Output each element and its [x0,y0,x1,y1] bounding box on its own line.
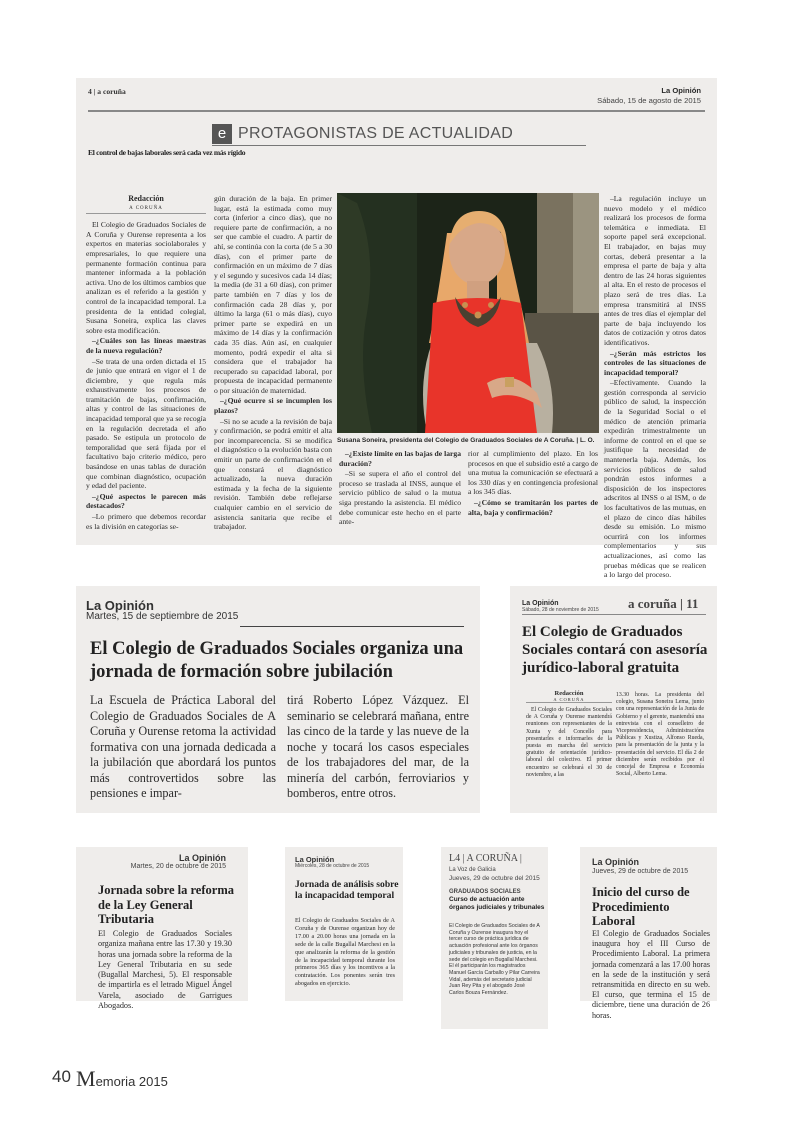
newspaper-brand: La Opinión [522,600,559,607]
article-column-2: tirá Roberto López Vázquez. El seminario se celebrará mañana, entre las cinco de la tarde y las nueve de la noche y tocará los casos especiales de los trabajadores del mar, de la minería del carbón, ferroviarios y bomberos, entre otros. [287,693,469,800]
byline: Redacción [128,194,164,203]
article-body: El Colegio de Graduados Sociales de A Coruña y de Ourense organizan hoy de 17.00 a 20.00 horas una jornada en la sede de la calle Bugallal Marchesi en la que analizarán la reforma de la gestión de la incapacidad temporal durante los primeros 365 días y los incentivos a la contratación. Los ponentes serán tres abogados en ejercicio. [295,917,395,988]
paragraph: gún duración de la baja. En primer lugar, está la estimada como muy corta (inferior a cinco días), que no requiere parte de confirmación, a no ser que cambie el cuadro. A partir de ahí, se continúa con la corta (de 5 a 30 días), con el primer parte de confirmación en un máximo de 7 días y el segundo y sucesivos cada 14 días; la media (de 31 a 60 días), con primer parte también en 7 días y los de confirmación cada 28 días y, por último la larga (61 o más días), cuyo primer parte se expedirá en un máximo de 14 días y la confirmación cada 35 días. Aún así, en cualquier momento, podrá expedir el alta si considera que el trabajador ha recuperado su capacidad laboral, por propuesta de incapacidad permanente o por situación de maternidad. [214,194,332,395]
paragraph: rior al cumplimiento del plazo. En los procesos en que el subsidio esté a cargo de una mutua la comunicación se efectuará a los 330 días y en contingencia profesional a los 345 días. [468,449,598,497]
article-column-3 [339,449,461,528]
publication-date: Jueves, 29 de octubre de 2015 [592,868,689,875]
headline: Jornada sobre la reforma de la Ley General Tributaria [98,883,234,926]
article-body: El Colegio de Graduados Sociales de A Coruña y Ourense inaugura hoy el tercer curso de práctica jurídica de actuación profesional ante los órganos judiciales y tribunales de justicia, en la sede del colegio en Bugallal Marchesi. El él participarán los magistrados Manuel García Carballo y Pilar Carreira Vidal, además del secretario judicial Juan Rey Pita y el abogado José Carlos Bouza Fernández. [449,923,540,997]
newspaper-brand: La Voz de Galicia [449,867,496,873]
paragraph: –Se trata de una orden dictada el 15 de junio que entrará en vigor el 1 de diciembre, y que regula más exhaustivamente los procesos de tramitación de bajas, confirmación, altas y control de las situaciones de incapacidad temporal que ya se recogía en la regulación decretada el año pasado. Se estipula un protocolo de temporalidad que será fijada por el facultativo bajo criterio médico, pero basándose en unas tablas de duración que combinan diagnóstico, ocupación y edad del paciente. [86,356,206,491]
kicker-rule [212,145,586,146]
question: –¿Existe límite en las bajas de larga duración? [339,449,461,468]
newspaper-brand: La Opinión [295,855,335,864]
article-column-2: 13.30 horas. La presidenta del colegio, Susana Soneira Lema, junto con una representación de la Junta de Gobierno y el gerente, mantendrá una entrevista con el conselleiro de Vicepresidencia, Administracións Públicas y Xustiza, Alfonso Rueda, para la presentación de la junta y la presentación del servicio. El día 2 de diciembre serán recibidos por el concejal de Empresa e Economía Social, Alberto Lema. [616,692,704,778]
article-column-5 [604,194,706,581]
paragraph: –Si no se acude a la revisión de baja y confirmación, se podrá emitir el alta por incomparecencia. Si se modifica el diagnóstico o la evolución basta con emitir un parte de confirmación en el que constará el diagnóstico actualizado, la nueva duración estimada y la fecha de la siguiente revisión. También debe reflejarse cualquier cambio en el servicio de asistencia sanitaria que recibe el trabajador. [214,416,332,532]
footer-title [76,1066,168,1092]
question: –¿Cuáles son las líneas maestras de la nueva regulación? [86,336,206,355]
article-column-1: La Escuela de Práctica Laboral del Colegio de Graduados Sociales de A Coruña y Ourense retoma la actividad formativa con una jornada dedicada a la jubilación que abordará los puntos más controvertidos sobre las pensiones e impar- [90,693,276,800]
page-number: 40 [52,1067,71,1086]
clipping-ley-tributaria [76,847,248,1011]
clipping-actuacion-judicial [441,847,548,1029]
paragraph: –Si se supera el año el control del proceso se traslada al INSS, aunque el servicio público de salud o la mutua siga prestando la asistencia. El médico debe comunicar este hecho en el parte ante- [339,469,461,527]
publication-date: Sábado, 15 de agosto de 2015 [597,96,701,105]
paragraph: –Efectivamente. Cuando la gestión corresponda al servicio público de salud, la inspección de la Seguridad Social o el médico de atención primaria expedirán trimestralmente un informe de control en el que se justifique la necesidad de mantenerla baja. Además, los servicios públicos de salud pondrán estos informes a disposición de los inspectores adscritos al INSS o al ISM, o de los facultativos de las mutuas, en el plazo de cinco días hábiles desde su emisión. Lo mismo ocurrirá con los informes complementarios y sus actualizaciones, así como las pruebas médicas que se realicen a lo largo del proceso. [604,378,706,580]
paragraph: El Colegio de Graduados Sociales de A Coruña y Ourense representa a los expertos en materias sociolaborales y empresariales, lo que requiere una permanente formación continua para mantener informada a la población activa. Uno de los últimos cambios que analizan es el referido a la gestión y control de la incapacidad temporal. La presidenta de la entidad colegial, Susana Soneira, explica las claves sobre esta modificación. [86,220,206,335]
headline: Curso de actuación ante órganos judiciales y tribunales [449,896,545,911]
kicker [212,123,513,145]
portrait-photo [337,193,599,433]
paragraph: El Colegio de Graduados Sociales de A Coruña y Ourense mantendrá reuniones con representantes de la Xunta y del Concello para presentarles e informarles de la puesta en marcha del servicio gratuito de orientación jurídico-laboral del colectivo. El primer encuentro se celebrará el 30 de noviembre, a las [526,707,612,778]
header-rule [240,626,464,627]
publication-date: Jueves, 29 de octubre del 2015 [449,875,540,882]
header-rule [88,110,705,112]
paragraph: –Lo primero que debemos recordar es la división en categorías se- [86,512,206,531]
article-column-2 [214,194,332,533]
section-label: 4 | a coruña [88,87,126,96]
clipping-procedimiento-laboral [580,847,717,1020]
publication-date: Sábado, 28 de noviembre de 2015 [522,607,599,613]
newspaper-brand: La Opinión [179,853,226,863]
header-rule [522,614,706,615]
publication-date: Martes, 20 de octubre de 2015 [130,863,226,870]
clipping-jubilacion [76,586,480,813]
byline: Redacción [554,690,584,697]
footer-title-rest: emoria 2015 [95,1074,168,1089]
article-column-4 [468,449,598,518]
question: –¿Qué ocurre si se incumplen los plazos? [214,396,332,416]
byline-place: A CORUÑA [526,697,612,703]
e-logo-icon: e [212,124,232,144]
clipping-incapacidad-temporal [285,847,403,1001]
footer-title-initial: M [76,1066,96,1091]
question: –¿Qué aspectos le parecen más destacados? [86,491,206,511]
headline: Jornada de análisis sobre la incapacidad temporal [295,879,399,902]
headline: El control de bajas laborales será cada vez más rígido [88,148,246,157]
kicker: GRADUADOS SOCIALES [449,889,521,895]
newspaper-brand: La Opinión [661,86,701,95]
clipping-bajas-laborales [76,78,717,580]
section-label: L4 | A CORUÑA | [449,853,522,864]
headline: El Colegio de Graduados Sociales contará con asesoría jurídico-laboral gratuita [522,624,708,676]
article-column-1 [86,194,206,532]
headline: El Colegio de Graduados Sociales organiza una jornada de formación sobre jubilación [90,639,464,682]
paragraph: –La regulación incluye un nuevo modelo y el médico realizará los procesos de forma telemática e inmediata. El soporte papel será excepcional. El trabajador, en bajas muy cortas, deberá presentar a la empresa el parte de baja y alta dentro de las 24 horas siguientes al alta. En el resto de procesos el plazo será de tres días. La empresa transmitirá al INSS antes de tres días el ejemplar del parte de baja incluyendo los datos de cotización y otros datos identificativos. [604,194,706,347]
headline: Inicio del curso de Procedimiento Laboral [592,885,690,928]
kicker-text: PROTAGONISTAS DE ACTUALIDAD [238,125,514,143]
section-label: a coruña | 11 [628,596,699,611]
newspaper-brand: La Opinión [86,598,154,613]
question: –¿Cómo se tramitarán los partes de alta, baja y confirmación? [468,497,598,517]
article-body: El Colegio de Graduados Sociales organiza mañana entre las 17.30 y 19.30 horas una jornada sobre la reforma de la Ley General Tributaria en su sede (Bugallal Marchesi, 5). El responsable de impartirla es el letrado Miguel Ángel Varela, asociado de Garrigues Abogados. [98,929,232,1011]
publication-date: Martes, 15 de septiembre de 2015 [86,611,239,622]
article-column-1 [526,690,612,779]
question: –¿Serán más estrictos los controles de las situaciones de incapacidad temporal? [604,348,706,377]
byline-place: A CORUÑA [86,204,206,215]
photo-caption: Susana Soneira, presidenta del Colegio de Graduados Sociales de A Coruña. | L. O. [337,437,595,444]
newspaper-brand: La Opinión [592,857,639,867]
clipping-asesoria [510,586,717,813]
article-body: El Colegio de Graduados Sociales inaugura hoy el III Curso de Procedimiento Laboral. La primera jornada comenzará a las 17.00 horas en la sede de la institución y será retransmitida en directo en su web. El curso, que termina el 15 de diciembre, tiene una duración de 26 horas. [592,929,710,1020]
publication-date: Miércoles, 28 de octubre de 2015 [295,863,370,869]
